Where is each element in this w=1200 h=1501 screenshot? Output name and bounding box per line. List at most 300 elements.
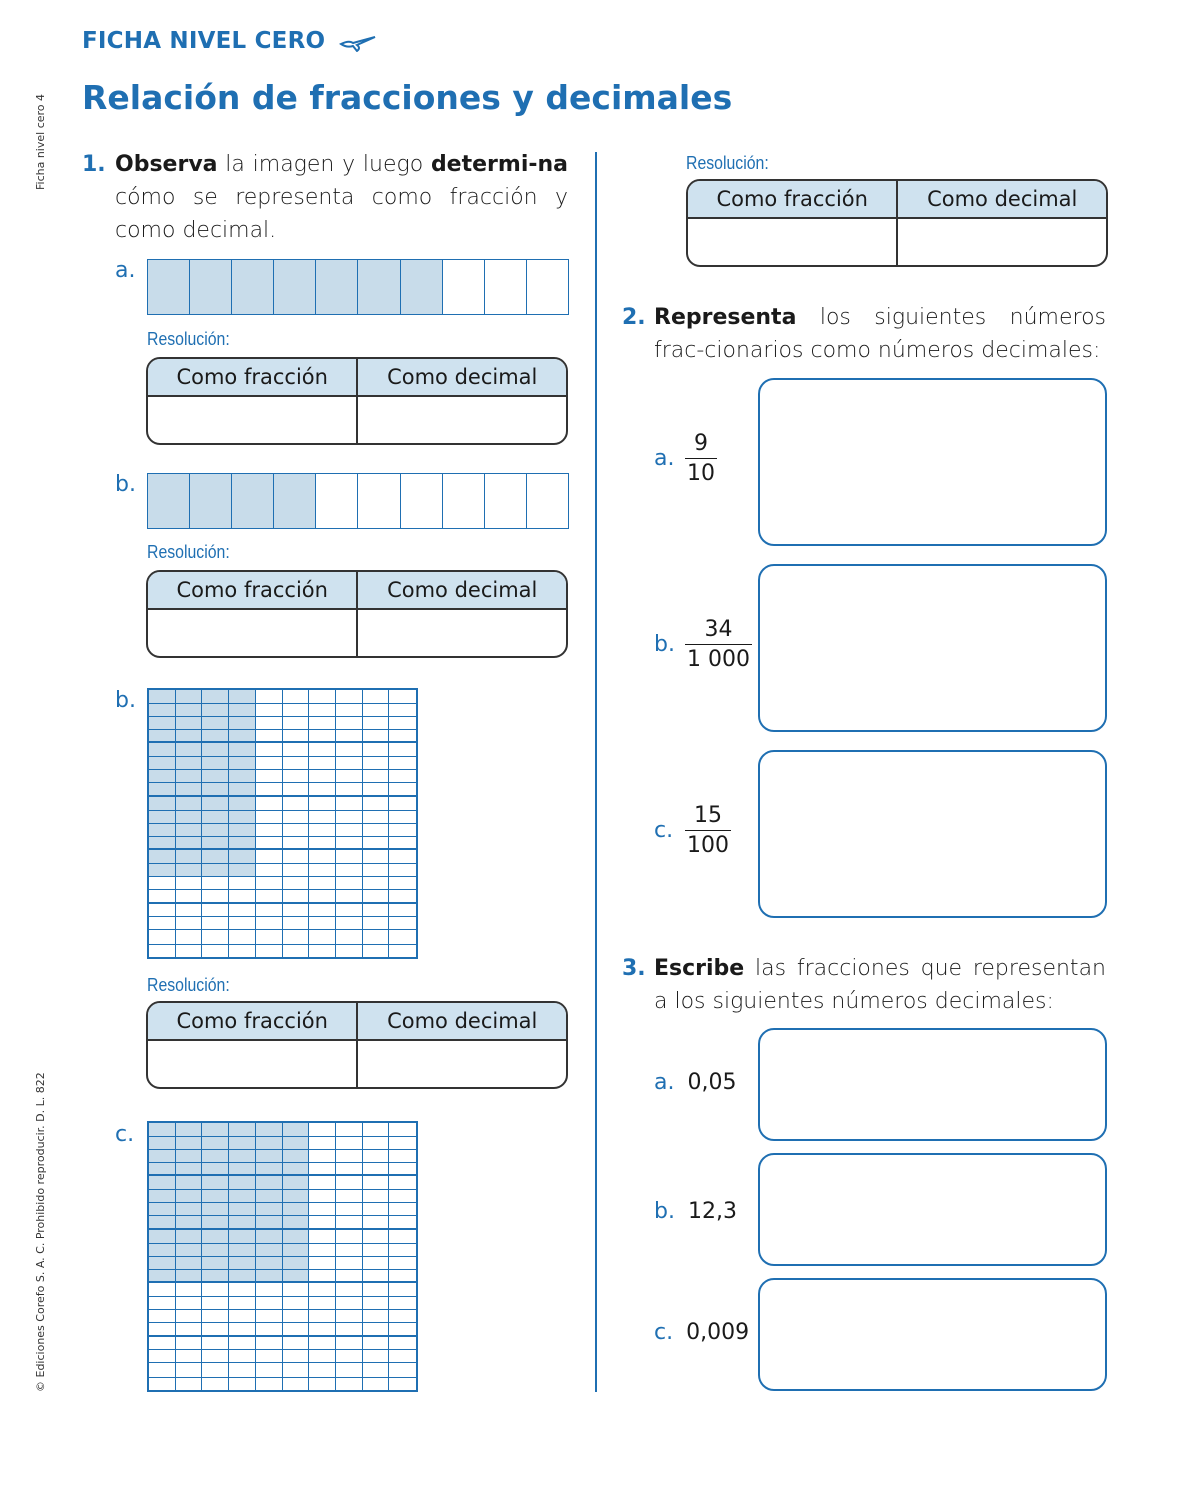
- grid-cell: [202, 1283, 229, 1310]
- grid-cell: [176, 1150, 203, 1177]
- bar-segment: [232, 260, 274, 314]
- grid-cell: [309, 770, 336, 797]
- grid-cell: [336, 850, 363, 877]
- q3-item-b-answer-box[interactable]: [758, 1153, 1107, 1266]
- grid-cell: [229, 1337, 256, 1364]
- grid-cell: [229, 930, 256, 957]
- q1-item-b-answer-table: [146, 570, 568, 658]
- q2-item-c-fraction: [687, 803, 729, 858]
- grid-cell: [149, 1363, 176, 1390]
- q3-verb: Escribe: [654, 956, 745, 981]
- grid-cell: [202, 1337, 229, 1364]
- q2-text-rest: los siguientes números frac-cionarios como números decimales:: [654, 305, 1106, 363]
- grid-cell: [256, 1283, 283, 1310]
- grid-cell: [229, 1363, 256, 1390]
- grid-cell: [363, 1123, 390, 1150]
- grid-cell: [229, 1150, 256, 1177]
- grid-cell: [256, 1123, 283, 1150]
- grid-cell: [229, 1176, 256, 1203]
- q3-item-c-label: c.: [654, 1320, 674, 1345]
- bar-segment: [190, 474, 232, 528]
- grid-cell: [283, 743, 310, 770]
- grid-cell: [176, 1203, 203, 1230]
- grid-cell: [176, 1176, 203, 1203]
- grid-cell: [176, 850, 203, 877]
- q3-item-c-answer-box[interactable]: [758, 1278, 1107, 1391]
- grid-cell: [389, 797, 416, 824]
- q1-text-mid: la imagen y luego: [217, 152, 431, 177]
- numerator: 15: [685, 803, 731, 831]
- grid-cell: [202, 1310, 229, 1337]
- grid-cell: [309, 1363, 336, 1390]
- grid-cell: [202, 904, 229, 931]
- grid-cell: [229, 1257, 256, 1284]
- grid-cell: [336, 717, 363, 744]
- grid-cell: [229, 850, 256, 877]
- grid-cell: [389, 1123, 416, 1150]
- q3-item-a-label: a.: [654, 1070, 675, 1095]
- grid-cell: [229, 1203, 256, 1230]
- grid-cell: [283, 1203, 310, 1230]
- q2-item-a-fraction: [687, 431, 715, 486]
- q1-item-c-grid: [147, 1121, 418, 1392]
- q1-text-rest: cómo se representa como fracción y como decimal.: [115, 185, 568, 243]
- grid-cell: [389, 824, 416, 851]
- q3-item-b-label: b.: [654, 1199, 675, 1224]
- grid-cell: [309, 717, 336, 744]
- grid-cell: [149, 877, 176, 904]
- grid-cell: [363, 797, 390, 824]
- grid-cell: [389, 877, 416, 904]
- grid-cell: [336, 690, 363, 717]
- grid-cell: [202, 1176, 229, 1203]
- grid-cell: [149, 743, 176, 770]
- header-decimal: Como decimal: [896, 181, 1106, 219]
- grid-cell: [309, 1337, 336, 1364]
- q1-number: 1.: [82, 152, 106, 177]
- q2-item-b-fraction: [687, 617, 750, 672]
- grid-cell: [336, 904, 363, 931]
- grid-cell: [256, 717, 283, 744]
- answer-fraction-cell[interactable]: [688, 219, 896, 265]
- grid-cell: [336, 1257, 363, 1284]
- grid-cell: [176, 1230, 203, 1257]
- grid-cell: [149, 1150, 176, 1177]
- q1-verb-observe: Observa: [115, 152, 218, 177]
- side-label-top: Ficha nivel cero 4: [34, 93, 47, 190]
- grid-cell: [336, 1310, 363, 1337]
- q1-item-b2-grid: [147, 688, 418, 959]
- grid-cell: [309, 1230, 336, 1257]
- grid-cell: [256, 904, 283, 931]
- grid-cell: [389, 770, 416, 797]
- bar-segment: [401, 474, 443, 528]
- denominator: 100: [687, 833, 729, 858]
- bar-segment: [358, 260, 400, 314]
- q1-item-b2-label: b.: [115, 688, 136, 713]
- grid-cell: [336, 824, 363, 851]
- grid-cell: [202, 930, 229, 957]
- grid-cell: [149, 1257, 176, 1284]
- grid-cell: [363, 743, 390, 770]
- grid-cell: [176, 930, 203, 957]
- grid-cell: [256, 1337, 283, 1364]
- grid-cell: [149, 850, 176, 877]
- q1-item-c-answer-table: [686, 179, 1108, 267]
- grid-cell: [336, 770, 363, 797]
- grid-cell: [176, 1337, 203, 1364]
- grid-cell: [176, 1363, 203, 1390]
- bar-segment: [148, 260, 190, 314]
- grid-cell: [363, 904, 390, 931]
- q1-item-b-bar: [147, 473, 569, 529]
- grid-cell: [283, 1257, 310, 1284]
- bar-segment: [485, 260, 527, 314]
- grid-cell: [229, 743, 256, 770]
- grid-cell: [202, 717, 229, 744]
- q2-item-c-label: c.: [654, 818, 674, 843]
- answer-fraction-cell[interactable]: [148, 397, 356, 443]
- grid-cell: [309, 850, 336, 877]
- grid-cell: [363, 690, 390, 717]
- grid-cell: [389, 904, 416, 931]
- bar-segment: [316, 260, 358, 314]
- answer-decimal-cell[interactable]: [896, 219, 1106, 265]
- grid-cell: [283, 1123, 310, 1150]
- grid-cell: [149, 824, 176, 851]
- grid-cell: [256, 1310, 283, 1337]
- grid-cell: [202, 850, 229, 877]
- grid-cell: [389, 1150, 416, 1177]
- grid-cell: [256, 1150, 283, 1177]
- grid-cell: [149, 930, 176, 957]
- grid-cell: [149, 1337, 176, 1364]
- grid-cell: [309, 797, 336, 824]
- q2-item-b-label: b.: [654, 632, 675, 657]
- grid-cell: [256, 1176, 283, 1203]
- grid-cell: [336, 1283, 363, 1310]
- grid-cell: [363, 877, 390, 904]
- grid-cell: [336, 1176, 363, 1203]
- header-decimal: Como decimal: [356, 359, 566, 397]
- grid-cell: [389, 743, 416, 770]
- side-copyright: © Ediciones Corefo S. A. C. Prohibido reproducir. D. L. 822: [34, 1072, 47, 1392]
- answer-decimal-cell[interactable]: [356, 610, 566, 656]
- grid-cell: [336, 1123, 363, 1150]
- grid-cell: [389, 930, 416, 957]
- grid-cell: [149, 1203, 176, 1230]
- grid-cell: [202, 797, 229, 824]
- q1-item-a-label: a.: [115, 258, 136, 283]
- grid-cell: [229, 797, 256, 824]
- grid-cell: [309, 1176, 336, 1203]
- q2-item-a-label: a.: [654, 446, 675, 471]
- grid-cell: [363, 1310, 390, 1337]
- grid-cell: [202, 1123, 229, 1150]
- grid-cell: [309, 877, 336, 904]
- grid-cell: [176, 877, 203, 904]
- header-decimal: Como decimal: [356, 572, 566, 610]
- grid-cell: [363, 1230, 390, 1257]
- grid-cell: [309, 1123, 336, 1150]
- q3-text-rest: las fracciones que representan a los siguientes números decimales:: [654, 956, 1106, 1014]
- q3-item-b-value: 12,3: [687, 1199, 737, 1224]
- grid-cell: [202, 1203, 229, 1230]
- grid-cell: [229, 1230, 256, 1257]
- grid-cell: [149, 1283, 176, 1310]
- grid-cell: [229, 1283, 256, 1310]
- q2-item-c-answer-box[interactable]: [758, 750, 1107, 918]
- grid-cell: [202, 1363, 229, 1390]
- grid-cell: [389, 1230, 416, 1257]
- grid-cell: [176, 1283, 203, 1310]
- grid-cell: [149, 797, 176, 824]
- grid-cell: [389, 1283, 416, 1310]
- grid-cell: [256, 1257, 283, 1284]
- q1-item-a-answer-table: [146, 357, 568, 445]
- grid-cell: [309, 1257, 336, 1284]
- bar-segment: [232, 474, 274, 528]
- grid-cell: [283, 877, 310, 904]
- grid-cell: [336, 1203, 363, 1230]
- bar-segment: [401, 260, 443, 314]
- grid-cell: [336, 797, 363, 824]
- q2-verb: Representa: [654, 305, 797, 330]
- grid-cell: [176, 1123, 203, 1150]
- q3-item-a-value: 0,05: [687, 1070, 737, 1095]
- grid-cell: [256, 930, 283, 957]
- q2-number: 2.: [622, 305, 646, 330]
- grid-cell: [363, 1363, 390, 1390]
- grid-cell: [256, 797, 283, 824]
- grid-cell: [202, 770, 229, 797]
- grid-cell: [229, 717, 256, 744]
- grid-cell: [202, 824, 229, 851]
- bar-segment: [443, 260, 485, 314]
- grid-cell: [283, 1176, 310, 1203]
- grid-cell: [149, 904, 176, 931]
- grid-cell: [256, 690, 283, 717]
- grid-cell: [363, 770, 390, 797]
- grid-cell: [309, 824, 336, 851]
- q2-instructions: [622, 301, 1106, 367]
- denominator: 1 000: [687, 647, 750, 672]
- grid-cell: [389, 1176, 416, 1203]
- grid-cell: [229, 770, 256, 797]
- grid-cell: [283, 717, 310, 744]
- page-title: Relación de fracciones y decimales: [82, 78, 733, 117]
- header-fraction: Como fracción: [148, 572, 356, 610]
- grid-cell: [283, 824, 310, 851]
- grid-cell: [256, 877, 283, 904]
- grid-cell: [389, 1337, 416, 1364]
- grid-cell: [202, 743, 229, 770]
- grid-cell: [229, 904, 256, 931]
- grid-cell: [363, 930, 390, 957]
- grid-cell: [389, 690, 416, 717]
- bar-segment: [485, 474, 527, 528]
- grid-cell: [229, 690, 256, 717]
- grid-cell: [256, 770, 283, 797]
- grid-cell: [336, 930, 363, 957]
- q3-number: 3.: [622, 956, 646, 981]
- grid-cell: [309, 1310, 336, 1337]
- answer-decimal-cell[interactable]: [356, 397, 566, 443]
- sheet-label: [82, 28, 377, 54]
- q3-item-b: [654, 1199, 737, 1224]
- grid-cell: [363, 850, 390, 877]
- grid-cell: [149, 1176, 176, 1203]
- grid-cell: [176, 1257, 203, 1284]
- bird-icon: [339, 32, 377, 52]
- q1-item-b-label: b.: [115, 472, 136, 497]
- grid-cell: [176, 1310, 203, 1337]
- grid-cell: [389, 1363, 416, 1390]
- answer-fraction-cell[interactable]: [148, 1041, 356, 1087]
- grid-cell: [176, 717, 203, 744]
- grid-cell: [336, 877, 363, 904]
- header-fraction: Como fracción: [148, 359, 356, 397]
- grid-cell: [389, 1310, 416, 1337]
- denominator: 10: [687, 461, 715, 486]
- q3-item-a-answer-box[interactable]: [758, 1028, 1107, 1141]
- grid-cell: [363, 1257, 390, 1284]
- bar-segment: [190, 260, 232, 314]
- grid-cell: [283, 904, 310, 931]
- grid-cell: [336, 1230, 363, 1257]
- answer-decimal-cell[interactable]: [356, 1041, 566, 1087]
- grid-cell: [309, 1150, 336, 1177]
- numerator: 9: [685, 431, 717, 459]
- q3-item-c: [654, 1320, 749, 1345]
- grid-cell: [202, 877, 229, 904]
- grid-cell: [336, 1150, 363, 1177]
- grid-cell: [229, 1310, 256, 1337]
- q1-instructions: [82, 148, 568, 247]
- q1-item-c-resolution-label: Resolución:: [686, 153, 769, 173]
- grid-cell: [363, 824, 390, 851]
- grid-cell: [229, 824, 256, 851]
- bar-segment: [148, 474, 190, 528]
- sheet-label-text: FICHA NIVEL CERO: [82, 28, 326, 54]
- answer-fraction-cell[interactable]: [148, 610, 356, 656]
- grid-cell: [336, 1363, 363, 1390]
- header-fraction: Como fracción: [148, 1003, 356, 1041]
- grid-cell: [283, 770, 310, 797]
- grid-cell: [283, 930, 310, 957]
- grid-cell: [363, 1150, 390, 1177]
- grid-cell: [149, 1230, 176, 1257]
- grid-cell: [363, 1283, 390, 1310]
- grid-cell: [309, 1283, 336, 1310]
- grid-cell: [256, 1230, 283, 1257]
- grid-cell: [176, 770, 203, 797]
- grid-cell: [149, 690, 176, 717]
- grid-cell: [176, 824, 203, 851]
- grid-cell: [149, 717, 176, 744]
- grid-cell: [336, 1337, 363, 1364]
- grid-cell: [283, 1337, 310, 1364]
- q1-item-b2-answer-table: [146, 1001, 568, 1089]
- q3-item-a: [654, 1070, 736, 1095]
- grid-cell: [363, 1337, 390, 1364]
- grid-cell: [283, 1310, 310, 1337]
- grid-cell: [176, 797, 203, 824]
- q1-item-a-resolution-label: Resolución:: [147, 329, 230, 349]
- grid-cell: [389, 850, 416, 877]
- grid-cell: [389, 1203, 416, 1230]
- header-fraction: Como fracción: [688, 181, 896, 219]
- grid-cell: [363, 717, 390, 744]
- bar-segment: [443, 474, 485, 528]
- grid-cell: [256, 743, 283, 770]
- header-decimal: Como decimal: [356, 1003, 566, 1041]
- grid-cell: [256, 1203, 283, 1230]
- grid-cell: [309, 904, 336, 931]
- grid-cell: [283, 850, 310, 877]
- q1-item-a-bar: [147, 259, 569, 315]
- grid-cell: [202, 1257, 229, 1284]
- grid-cell: [229, 1123, 256, 1150]
- grid-cell: [309, 930, 336, 957]
- grid-cell: [149, 1310, 176, 1337]
- grid-cell: [283, 690, 310, 717]
- grid-cell: [256, 824, 283, 851]
- bar-segment: [527, 474, 568, 528]
- bar-segment: [358, 474, 400, 528]
- grid-cell: [176, 743, 203, 770]
- grid-cell: [283, 1363, 310, 1390]
- q3-item-c-value: 0,009: [686, 1320, 750, 1345]
- q1-item-b2-resolution-label: Resolución:: [147, 975, 230, 995]
- q2-item-b-answer-box[interactable]: [758, 564, 1107, 732]
- grid-cell: [149, 770, 176, 797]
- column-divider: [595, 152, 597, 1392]
- grid-cell: [283, 1230, 310, 1257]
- bar-segment: [316, 474, 358, 528]
- q2-item-a-answer-box[interactable]: [758, 378, 1107, 546]
- grid-cell: [202, 1150, 229, 1177]
- q1-verb-determine: determi-na: [430, 152, 568, 177]
- q1-item-b-resolution-label: Resolución:: [147, 542, 230, 562]
- grid-cell: [283, 1150, 310, 1177]
- grid-cell: [309, 1203, 336, 1230]
- grid-cell: [389, 1257, 416, 1284]
- grid-cell: [229, 877, 256, 904]
- bar-segment: [527, 260, 568, 314]
- bar-segment: [274, 260, 316, 314]
- q1-item-c-label: c.: [115, 1122, 135, 1147]
- grid-cell: [283, 797, 310, 824]
- grid-cell: [149, 1123, 176, 1150]
- grid-cell: [256, 1363, 283, 1390]
- bar-segment: [274, 474, 316, 528]
- grid-cell: [389, 717, 416, 744]
- grid-cell: [309, 690, 336, 717]
- q3-instructions: [622, 952, 1106, 1018]
- grid-cell: [256, 850, 283, 877]
- grid-cell: [176, 690, 203, 717]
- grid-cell: [363, 1176, 390, 1203]
- grid-cell: [363, 1203, 390, 1230]
- grid-cell: [176, 904, 203, 931]
- grid-cell: [202, 690, 229, 717]
- numerator: 34: [685, 617, 752, 645]
- grid-cell: [202, 1230, 229, 1257]
- grid-cell: [283, 1283, 310, 1310]
- grid-cell: [309, 743, 336, 770]
- grid-cell: [336, 743, 363, 770]
